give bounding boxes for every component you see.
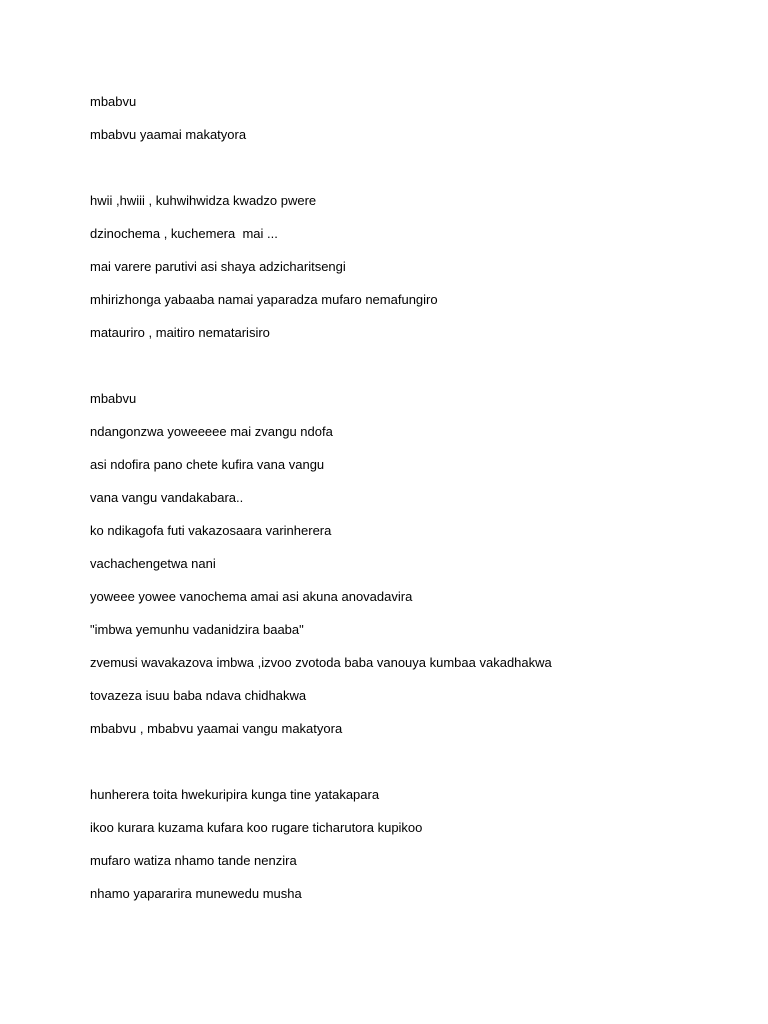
stanza-break (90, 752, 730, 785)
poem-line: vana vangu vandakabara.. (90, 490, 244, 505)
poem-line: matauriro , maitiro nematarisiro (90, 325, 270, 340)
poem-line: yoweee yowee vanochema amai asi akuna anovadavira (90, 589, 413, 604)
poem-body (90, 92, 730, 917)
poem-line: mbabvu (90, 391, 137, 406)
stanza-break (90, 356, 730, 389)
poem-line: tovazeza isuu baba ndava chidhakwa (90, 688, 307, 703)
poem-line: ikoo kurara kuzama kufara koo rugare ticharutora kupikoo (90, 820, 423, 835)
poem-line: hunherera toita hwekuripira kunga tine yatakapara (90, 787, 380, 802)
stanza-break (90, 158, 730, 191)
poem-line: mbabvu , mbabvu yaamai vangu makatyora (90, 721, 343, 736)
poem-line: mbabvu (90, 94, 137, 109)
poem-line: mhirizhonga yabaaba namai yaparadza mufaro nemafungiro (90, 292, 438, 307)
poem-line: "imbwa yemunhu vadanidzira baaba" (90, 622, 304, 637)
poem-line: zvemusi wavakazova imbwa ,izvoo zvotoda baba vanouya kumbaa vakadhakwa (90, 655, 552, 670)
poem-line: vachachengetwa nani (90, 556, 216, 571)
poem-line: ndangonzwa yoweeeee mai zvangu ndofa (90, 424, 333, 439)
poem-line: asi ndofira pano chete kufira vana vangu (90, 457, 325, 472)
poem-line: mbabvu yaamai makatyora (90, 127, 247, 142)
poem-line: nhamo yapararira munewedu musha (90, 886, 302, 901)
poem-line: dzinochema , kuchemera mai ... (90, 226, 278, 241)
poem-line: ko ndikagofa futi vakazosaara varinherera (90, 523, 332, 538)
poem-line: mai varere parutivi asi shaya adzicharitsengi (90, 259, 346, 274)
poem-line: mufaro watiza nhamo tande nenzira (90, 853, 297, 868)
poem-line: hwii ,hwiii , kuhwihwidza kwadzo pwere (90, 193, 317, 208)
